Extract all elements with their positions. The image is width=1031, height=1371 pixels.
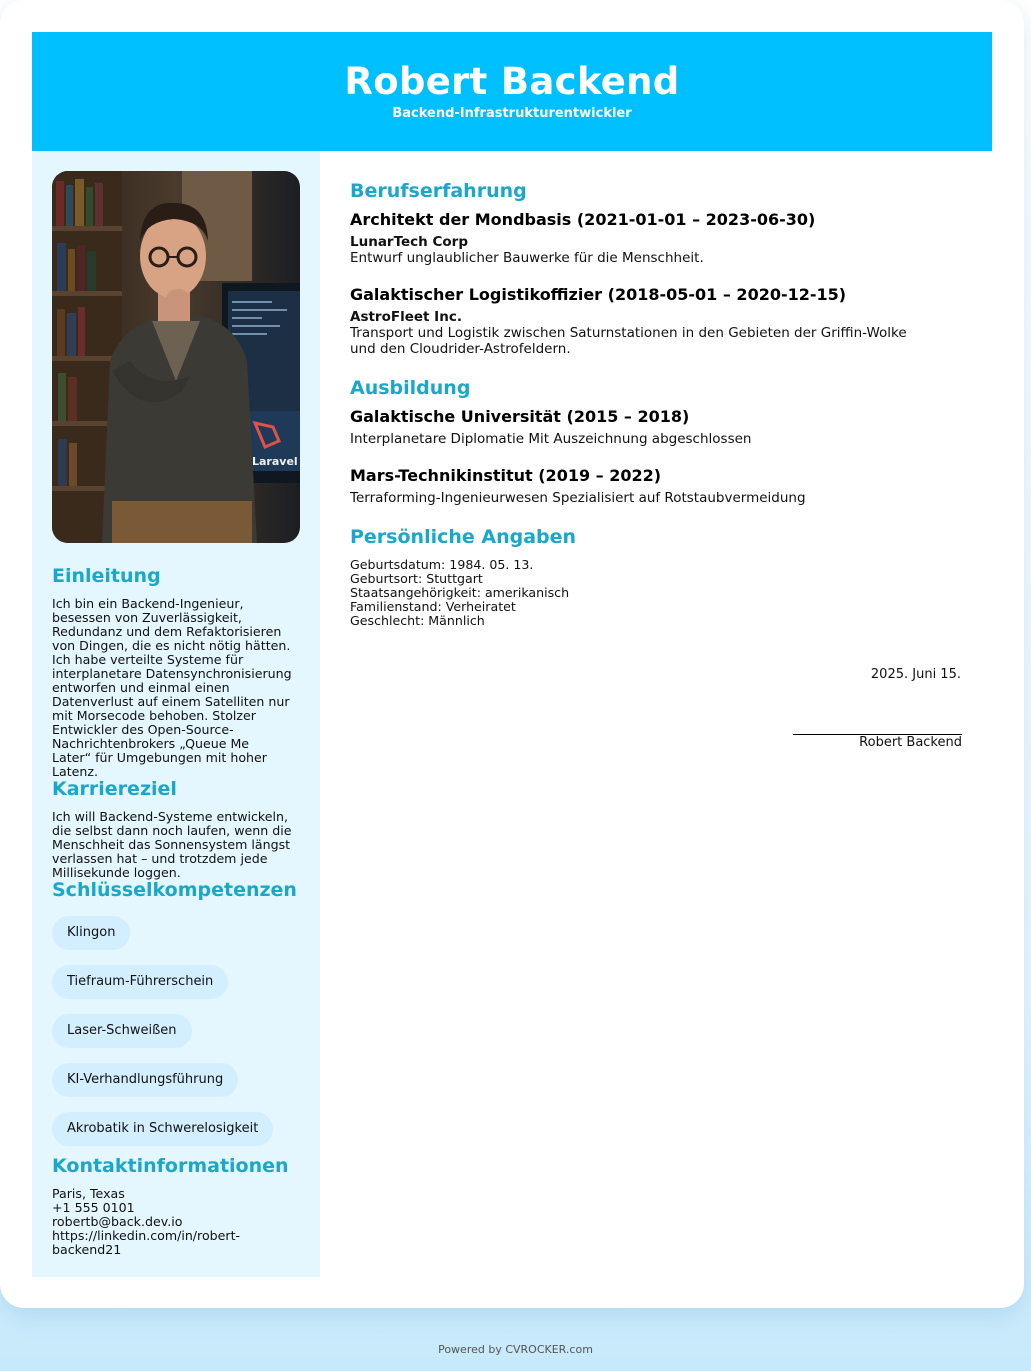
career-goal-text: Ich will Backend-Systeme entwickeln, die selbst dann noch laufen, wenn die Menschheit das Sonnensystem längst verlassen hat – und trotzdem jede Millisekunde loggen. xyxy=(52,809,292,880)
education-title: Mars-Technikinstitut (2019 – 2022) xyxy=(350,466,662,485)
job-title: Architekt der Mondbasis (2021-01-01 – 2023-06-30) xyxy=(350,210,816,229)
skills-heading: Schlüsselkompetenzen xyxy=(52,879,297,901)
education-heading: Ausbildung xyxy=(350,377,471,399)
skill-badge: KI-Verhandlungsführung xyxy=(52,1063,238,1097)
intro-text: Ich bin ein Backend-Ingenieur, besessen von Zuverlässigkeit, Redundanz und dem Refaktorisieren von Dingen, die es nicht nötig hätten. Ich habe verteilte Systeme für interplanetare Datensynchronisierung entworfen und einmal einen Datenverlust auf einem Satelliten nur mit Morsecode behoben. Stolzer Entwickler des Open-Source- Nachrichtenbrokers „Queue Me Later“ für Umgebungen mit hoher Latenz. xyxy=(52,596,292,779)
job-title: Galaktischer Logistikoffizier (2018-05-01 – 2020-12-15) xyxy=(350,285,847,304)
profile-photo xyxy=(52,171,300,543)
job-company: LunarTech Corp xyxy=(350,234,468,250)
career-goal-heading: Karriereziel xyxy=(52,778,177,800)
personal-marital-status: Familienstand: Verheiratet xyxy=(350,599,516,614)
education-description: Interplanetare Diplomatie Mit Auszeichnung abgeschlossen xyxy=(350,431,752,447)
candidate-name: Robert Backend xyxy=(344,60,680,103)
job-company: AstroFleet Inc. xyxy=(350,309,462,325)
skill-badge: Klingon xyxy=(52,916,130,950)
personal-citizenship: Staatsangehörigkeit: amerikanisch xyxy=(350,585,570,600)
personal-gender: Geschlecht: Männlich xyxy=(350,613,485,628)
personal-details xyxy=(350,558,569,628)
job-description: Transport und Logistik zwischen Saturnstationen in den Gebieten der Griffin-Wolke und den Cloudrider-Astrofeldern. xyxy=(350,325,907,357)
contact-location: Paris, Texas xyxy=(52,1186,125,1201)
skill-badge: Tiefraum-Führerschein xyxy=(52,965,228,999)
personal-birthplace: Geburtsort: Stuttgart xyxy=(350,571,483,586)
experience-heading: Berufserfahrung xyxy=(350,180,527,202)
personal-heading: Persönliche Angaben xyxy=(350,526,577,548)
skill-badge: Akrobatik in Schwerelosigkeit xyxy=(52,1112,273,1146)
svg-text:Laravel: Laravel xyxy=(252,455,298,468)
contact-linkedin[interactable]: https://linkedin.com/in/robert- backend21 xyxy=(52,1228,241,1257)
education-title: Galaktische Universität (2015 – 2018) xyxy=(350,407,690,426)
contact-heading: Kontaktinformationen xyxy=(52,1155,289,1177)
document-date: 2025. Juni 15. xyxy=(870,667,961,682)
personal-birthdate: Geburtsdatum: 1984. 05. 13. xyxy=(350,557,534,572)
resume-header xyxy=(32,32,992,151)
candidate-title: Backend-Infrastrukturentwickler xyxy=(392,106,632,121)
contact-email[interactable]: robertb@back.dev.io xyxy=(52,1214,183,1229)
job-description: Entwurf unglaublicher Bauwerke für die Menschheit. xyxy=(350,250,704,266)
contact-phone[interactable]: +1 555 0101 xyxy=(52,1200,135,1215)
signature-name: Robert Backend xyxy=(859,735,962,750)
intro-heading: Einleitung xyxy=(52,565,161,587)
footer-credit[interactable]: Powered by CVROCKER.com xyxy=(438,1343,593,1356)
education-description: Terraforming-Ingenieurwesen Spezialisiert auf Rotstaubvermeidung xyxy=(350,490,806,506)
skill-badge: Laser-Schweißen xyxy=(52,1014,192,1048)
